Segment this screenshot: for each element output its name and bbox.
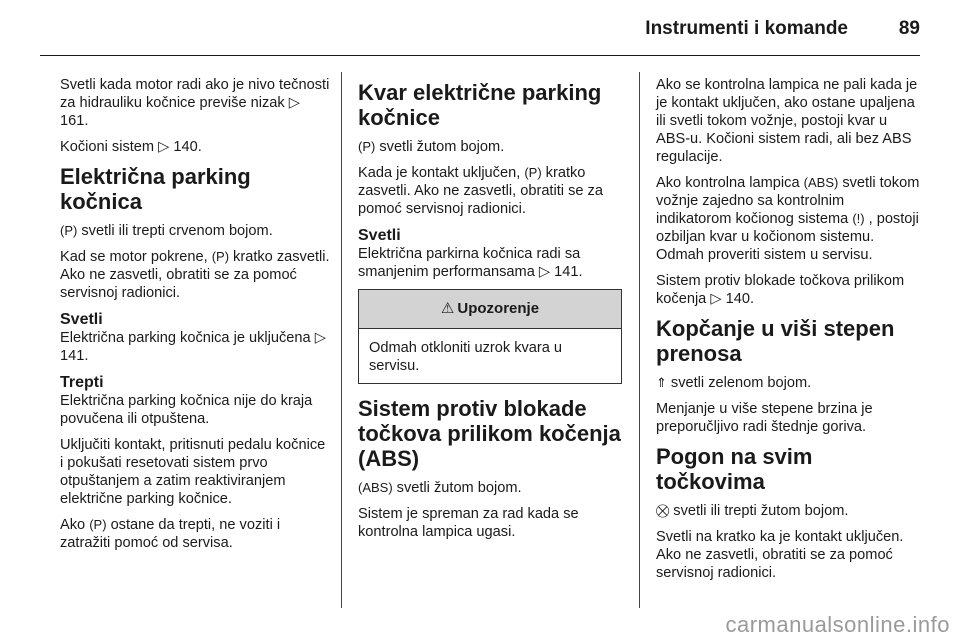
text: kratko zasvetli. Ako ne zasvetli, obratiti se za pomoć servisnoj radionici. (358, 165, 603, 217)
section-heading-awd: Pogon na svim točkovima (656, 444, 813, 494)
column-3 (656, 76, 922, 590)
paragraph (358, 479, 622, 497)
parking-brake-fault-icon: (P) (524, 165, 542, 180)
column-2 (358, 76, 622, 549)
section-heading-epb: Električna parking kočnica (60, 164, 251, 214)
paragraph: Ako se kontrolna lampica ne pali kada je je kontakt uključen, ako ostane upaljena ili svetli tokom vožnje, postoji kvar u ABS-u. Kočioni sistem radi, ali bez ABS regulacije. (656, 77, 918, 165)
paragraph: Uključiti kontakt, pritisnuti pedalu kočnice i pokušati resetovati sistem prvo otpuštanjem a zatim reaktiviranjem električne parking kočnice. (60, 437, 326, 507)
paragraph: Svetli na kratko ka je kontakt uključen. Ako ne zasvetli, obratiti se za pomoć servisnoj radionici. (656, 529, 904, 581)
warning-header (359, 290, 621, 329)
text: ostane da trepti, ne voziti i zatražiti pomoć od servisa. (60, 517, 281, 551)
parking-brake-fault-icon: (P) (358, 139, 376, 154)
text: , postoji ozbiljan kvar u kočionom sistemu. Odmah proveriti sistem u servisu. (656, 211, 919, 263)
paragraph (656, 374, 922, 392)
paragraph: Kočioni sistem ▷ 140. (60, 139, 202, 155)
column-divider-right (639, 72, 640, 608)
column-divider-left (341, 72, 342, 608)
parking-brake-icon: (P) (60, 223, 78, 238)
paragraph: Električna parking kočnica je uključena ▷ 141. (60, 330, 326, 364)
paragraph: Sistem je spreman za rad kada se kontrolna lampica ugasi. (358, 506, 579, 540)
warning-text: Odmah otkloniti uzrok kvara u servisu. (369, 340, 563, 374)
column-1 (60, 76, 332, 560)
section-heading-epb-fault: Kvar električne parking kočnice (358, 80, 602, 130)
paragraph (656, 502, 922, 520)
paragraph: Električna parkirna kočnica radi sa smanjenim performansama ▷ 141. (358, 246, 583, 280)
text: Kada je kontakt uključen, (358, 165, 521, 181)
paragraph (60, 222, 332, 240)
header-rule (40, 55, 920, 56)
watermark: carmanualsonline.info (725, 612, 950, 637)
parking-brake-icon: (P) (211, 249, 230, 264)
brake-system-icon: (!) (852, 211, 865, 226)
text: svetli tokom vožnje zajedno sa kontrolnim indikatorom kočionog sistema (656, 175, 920, 227)
text: svetli žutom bojom. (396, 480, 522, 496)
text: svetli zelenom bojom. (670, 375, 812, 391)
paragraph (358, 164, 622, 218)
paragraph: Električna parking kočnica nije do kraja povučena ili otpuštena. (60, 393, 313, 427)
text: Ako (60, 517, 86, 533)
paragraph: Menjanje u više stepene brzina je preporučljivo radi štednje goriva. (656, 401, 873, 435)
abs-icon: (ABS) (803, 175, 839, 190)
abs-icon: (ABS) (358, 480, 393, 495)
paragraph (60, 248, 332, 302)
all-wheel-drive-icon: ⛒ (656, 503, 670, 518)
text: kratko zasvetli. Ako ne zasvetli, obratiti se za pomoć servisnoj radionici. (60, 249, 330, 301)
parking-brake-icon: (P) (89, 517, 107, 532)
warning-triangle-icon: ⚠ (440, 300, 455, 317)
section-heading-abs: Sistem protiv blokade točkova prilikom kočenja (ABS) (358, 396, 621, 471)
warning-box (358, 289, 622, 384)
paragraph (358, 138, 622, 156)
subheading-svetli: Svetli (358, 227, 401, 244)
text: Kad se motor pokrene, (60, 249, 208, 265)
page-header-title: Instrumenti i komande (645, 18, 848, 39)
text: svetli žutom bojom. (379, 139, 505, 155)
text: svetli ili trepti crvenom bojom. (81, 223, 273, 239)
paragraph: Svetli kada motor radi ako je nivo tečnosti za hidrauliku kočnice previše nizak ▷ 161. (60, 77, 330, 129)
text: Ako kontrolna lampica (656, 175, 800, 191)
upshift-icon: ⇑ (656, 375, 667, 390)
warning-title: Upozorenje (457, 300, 540, 317)
section-heading-upshift: Kopčanje u viši stepen prenosa (656, 316, 895, 366)
paragraph (656, 174, 922, 264)
paragraph (60, 516, 332, 552)
paragraph: Sistem protiv blokade točkova prilikom kočenja ▷ 140. (656, 273, 905, 307)
text: svetli ili trepti žutom bojom. (673, 503, 849, 519)
subheading-svetli: Svetli (60, 311, 103, 328)
subheading-trepti: Trepti (60, 374, 104, 391)
page-number: 89 (898, 18, 920, 39)
